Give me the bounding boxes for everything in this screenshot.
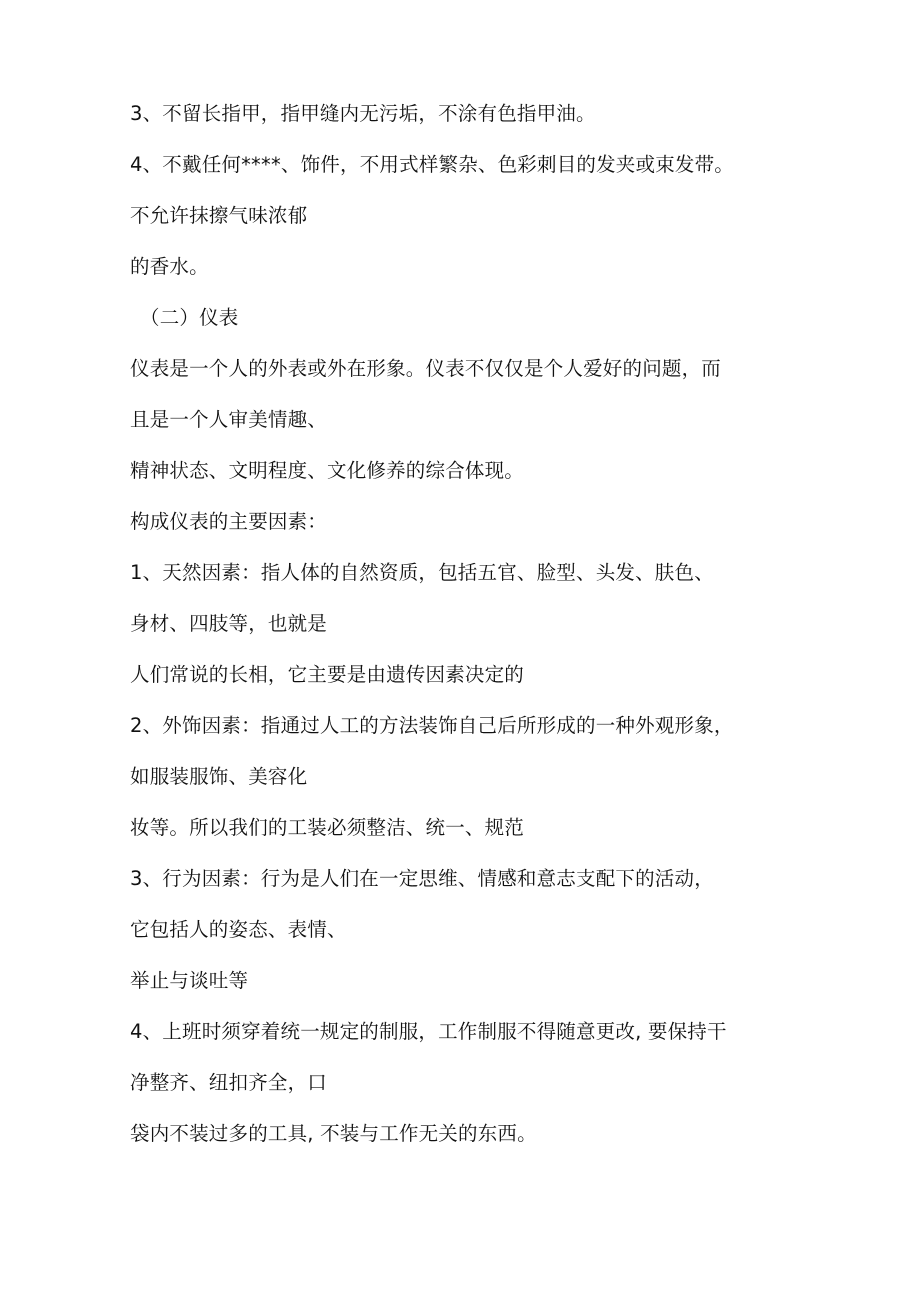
text-line: 4、上班时须穿着统一规定的制服，工作制服不得随意更改, 要保持干	[130, 1020, 727, 1043]
text-line: 身材、四肢等，也就是	[130, 612, 328, 635]
text-line: 3、行为因素：行为是人们在一定思维、情感和意志支配下的活动，	[130, 867, 714, 890]
text-line: 4、不戴任何****、饰件，不用式样繁杂、色彩刺目的发夹或束发带。	[130, 153, 735, 176]
text-line: 仪表是一个人的外表或外在形象。仪表不仅仅是个人爱好的问题，而	[130, 357, 722, 380]
text-line: 不允许抹擦气味浓郁	[130, 204, 308, 227]
text-line: 3、不留长指甲，指甲缝内无污垢，不涂有色指甲油。	[130, 102, 596, 125]
text-line: 精神状态、文明程度、文化修养的综合体现。	[130, 459, 525, 482]
section-heading: （二）仪表	[140, 306, 239, 329]
text-line: 举止与谈吐等	[130, 969, 249, 992]
text-line: 且是一个人审美情趣、	[130, 408, 328, 431]
text-line: 袋内不装过多的工具, 不装与工作无关的东西。	[130, 1122, 537, 1145]
text-line: 它包括人的姿态、表情、	[130, 918, 347, 941]
text-line: 人们常说的长相，它主要是由遗传因素决定的	[130, 663, 525, 686]
text-line: 如服装服饰、美容化	[130, 765, 308, 788]
text-line: 妆等。所以我们的工装必须整洁、统一、规范	[130, 816, 525, 839]
text-line: 构成仪表的主要因素：	[130, 510, 328, 533]
text-line: 2、外饰因素：指通过人工的方法装饰自己后所形成的一种外观形象，	[130, 714, 734, 737]
text-line: 1、天然因素：指人体的自然资质，包括五官、脸型、头发、肤色、	[130, 561, 714, 584]
text-line: 净整齐、纽扣齐全，口	[130, 1071, 328, 1094]
text-line: 的香水。	[130, 255, 209, 278]
